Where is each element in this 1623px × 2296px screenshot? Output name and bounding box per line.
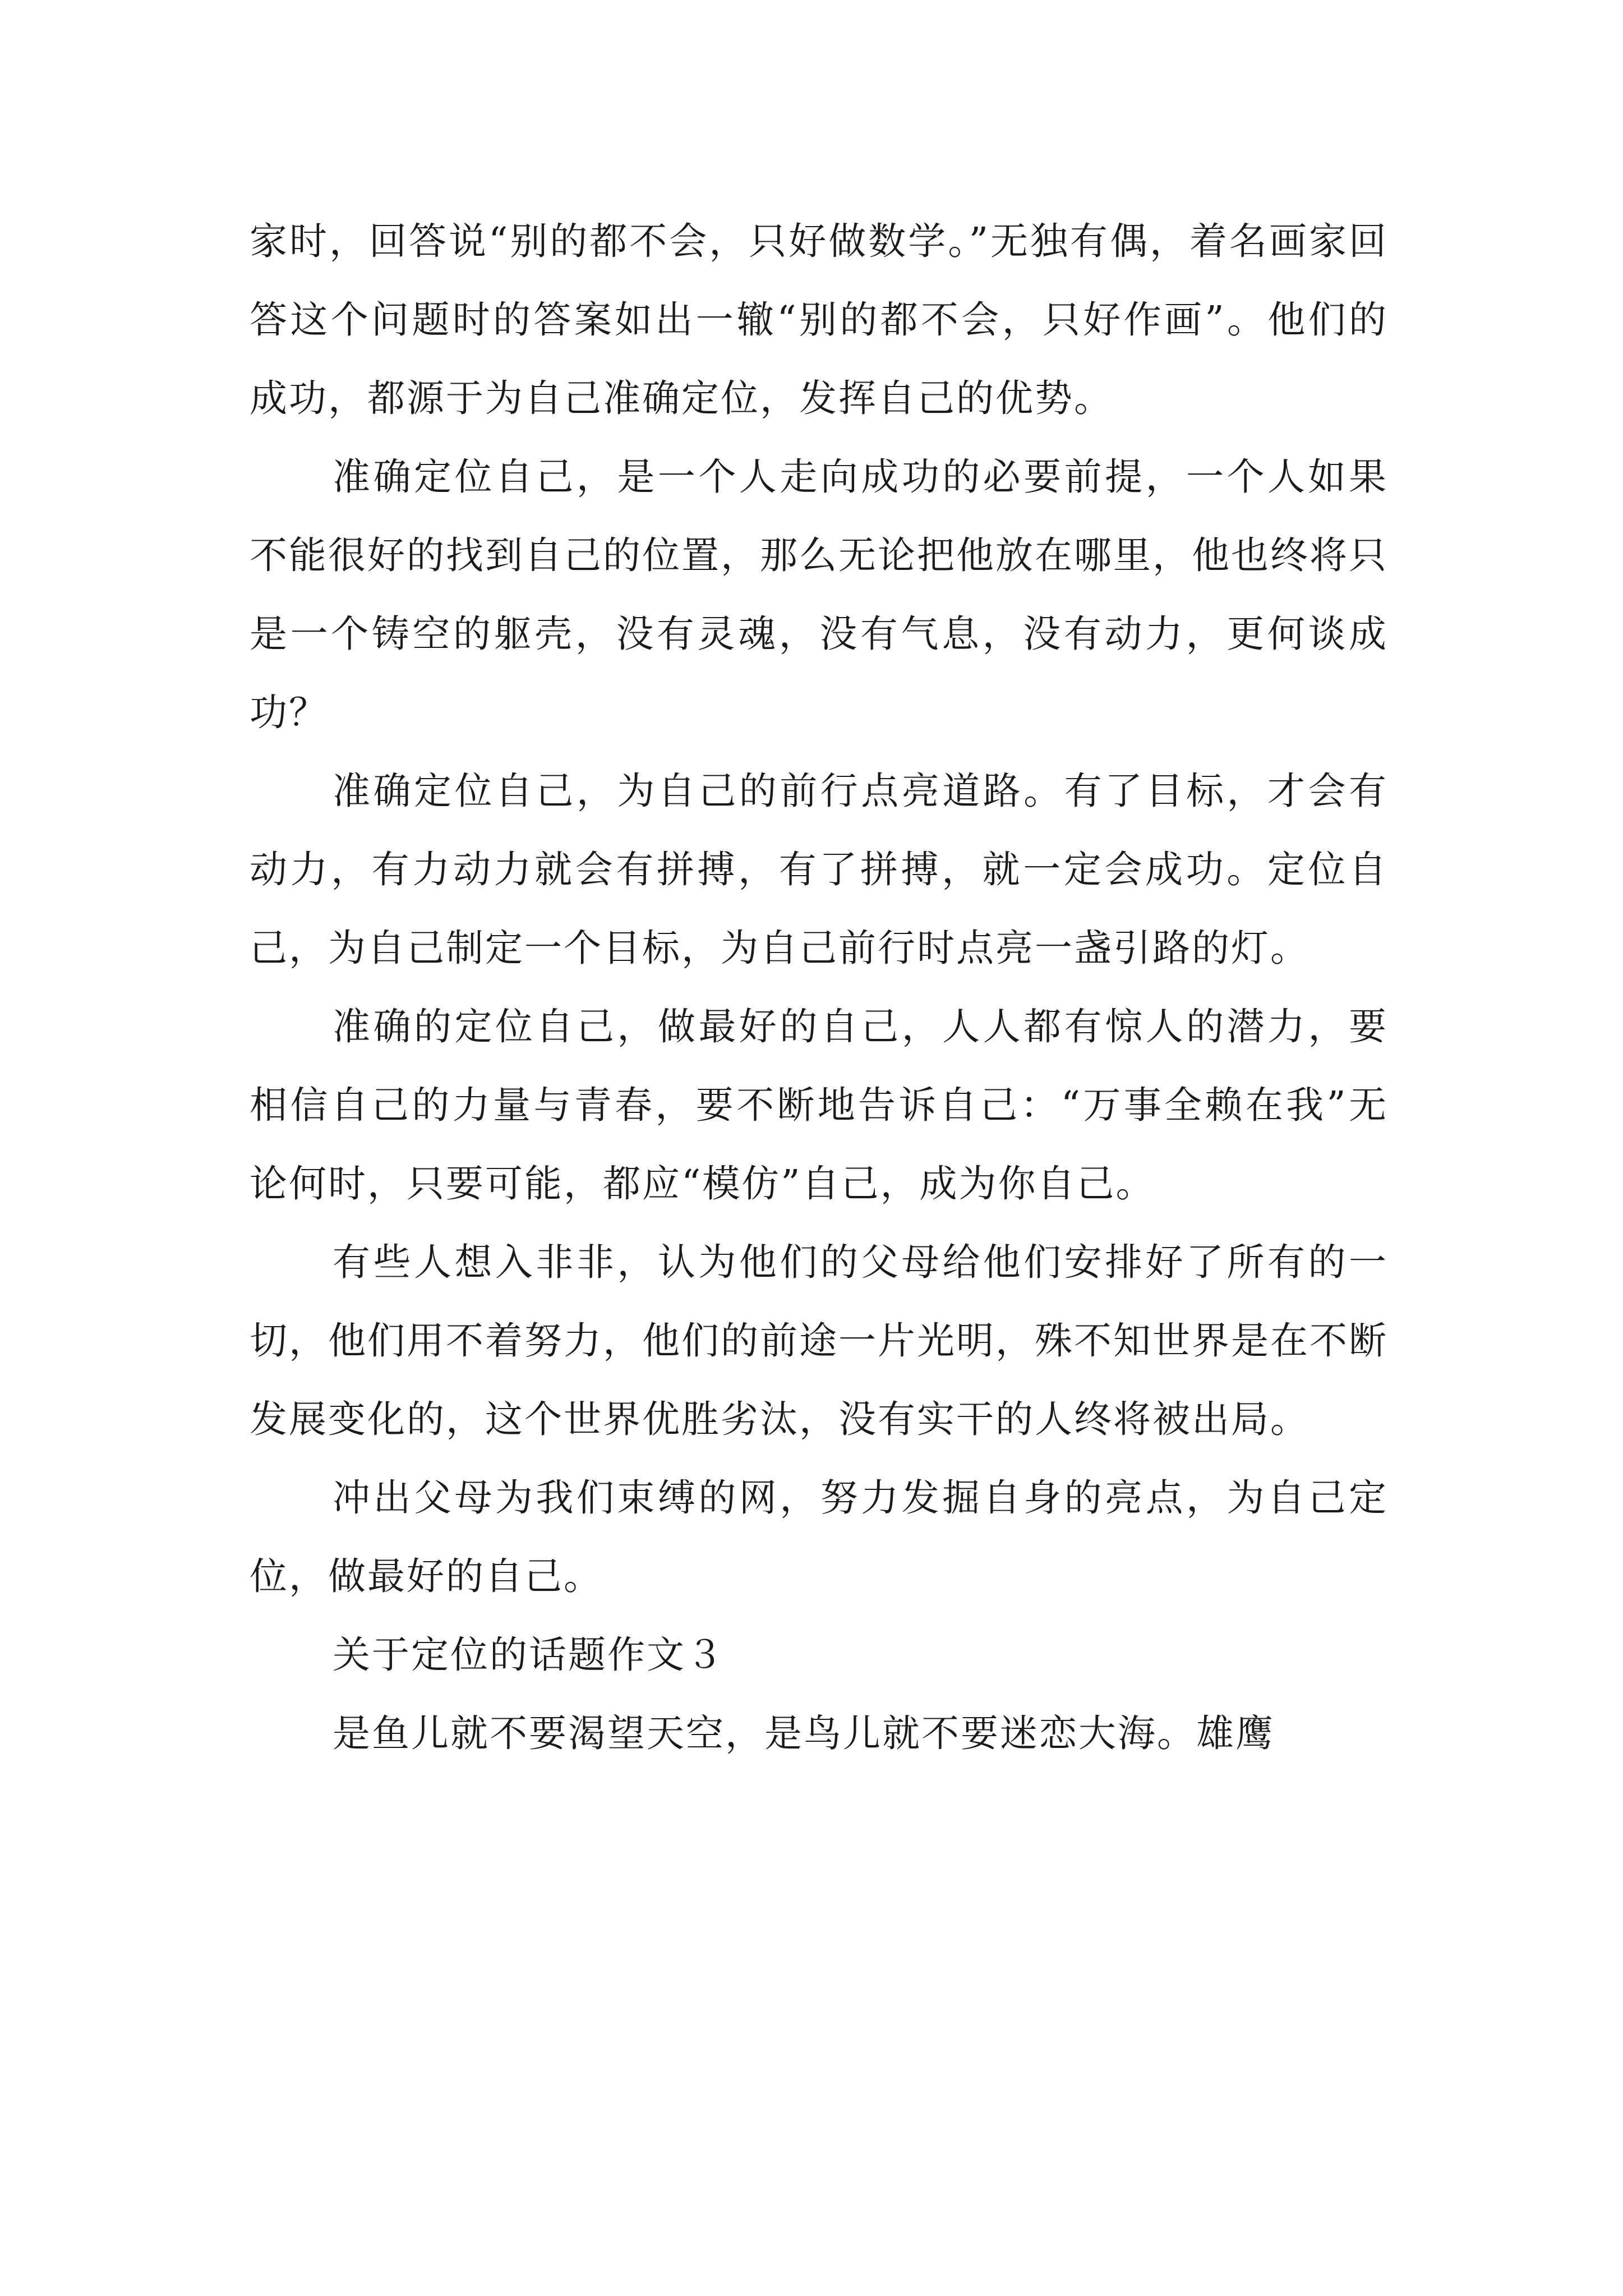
paragraph-3: 准确定位自己，为自己的前行点亮道路。有了目标，才会有动力，有力动力就会有拼搏，有了拼搏，就一定会成功。定位自己，为自己制定一个目标，为自己前行时点亮一盏引路的灯。 (250, 769, 1388, 970)
paragraph-1: 家时，回答说“别的都不会，只好做数学。”无独有偶，着名画家回答这个问题时的答案如出一辙“别的都不会，只好作画”。他们的成功，都源于为自己准确定位，发挥自己的优势。 (250, 219, 1388, 420)
section-heading: 关于定位的话题作文３ (333, 1633, 725, 1677)
document-body (250, 202, 1388, 1773)
paragraph-6: 冲出父母为我们束缚的网，努力发掘自身的亮点，为自己定位，做最好的自己。 (250, 1476, 1388, 1598)
paragraph-2: 准确定位自己，是一个人走向成功的必要前提，一个人如果不能很好的找到自己的位置，那么无论把他放在哪里，他也终将只是一个铸空的躯壳，没有灵魂，没有气息，没有动力，更何谈成功？ (250, 455, 1388, 734)
paragraph-8: 是鱼儿就不要渴望天空，是鸟儿就不要迷恋大海。雄鹰 (333, 1711, 1275, 1755)
paragraph-4: 准确的定位自己，做最好的自己，人人都有惊人的潜力，要相信自己的力量与青春，要不断地告诉自己：“万事全赖在我”无论何时，只要可能，都应“模仿”自己，成为你自己。 (250, 1005, 1388, 1205)
paragraph-5: 有些人想入非非，认为他们的父母给他们安排好了所有的一切，他们用不着努力，他们的前途一片光明，殊不知世界是在不断发展变化的，这个世界优胜劣汰，没有实干的人终将被出局。 (250, 1240, 1388, 1441)
